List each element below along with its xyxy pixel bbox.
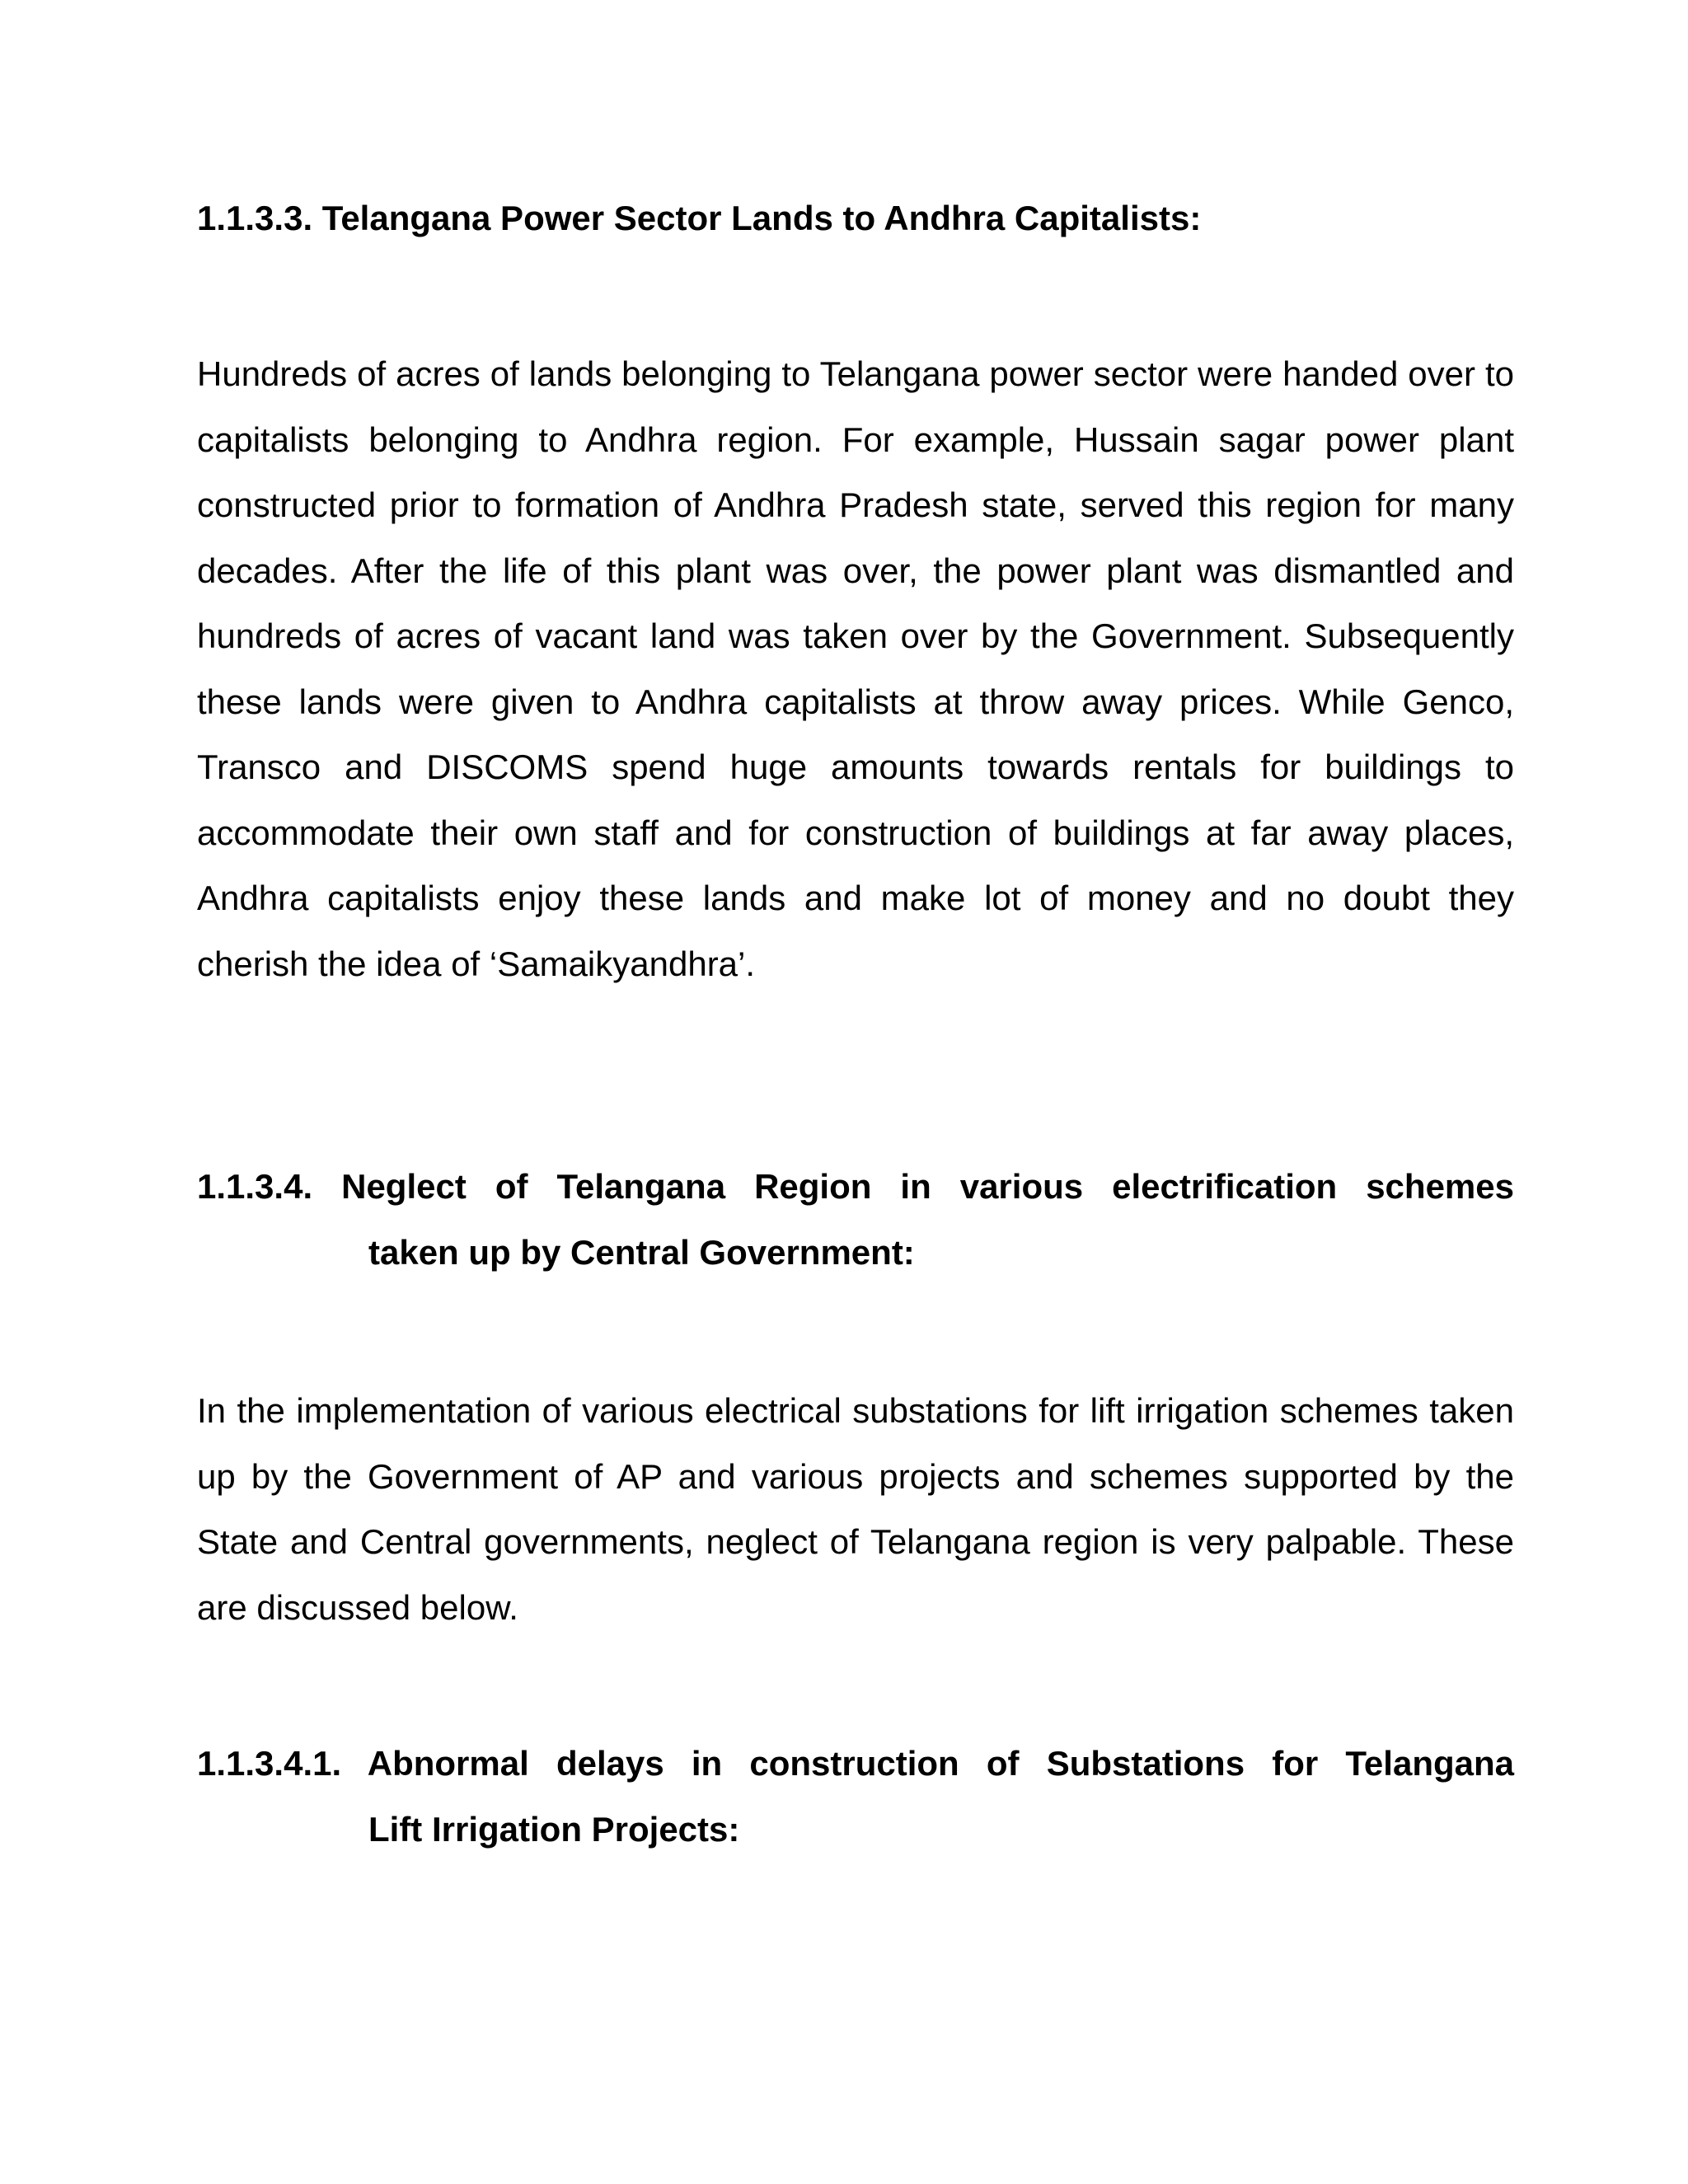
- heading-line-1: 1.1.3.4.1. Abnormal delays in construction of Substations for Telangana: [197, 1744, 1514, 1783]
- heading-line-2: Lift Irrigation Projects:: [368, 1810, 740, 1849]
- heading-line-2: taken up by Central Government:: [368, 1233, 915, 1272]
- paragraph-neglect-electrification: In the implementation of various electrical substations for lift irrigation schemes taken up by the Government of AP and various projects and schemes supported by the State and Central governments, neglect of Telangana region is very palpable. These are discussed below.: [197, 1391, 1514, 1627]
- section-heading-neglect-electrification: [197, 1154, 1514, 1286]
- heading-line-1: 1.1.3.4. Neglect of Telangana Region in various electrification schemes: [197, 1167, 1514, 1206]
- section-heading-substation-delays: [197, 1731, 1514, 1863]
- paragraph-power-sector-lands: Hundreds of acres of lands belonging to Telangana power sector were handed over to capitalists belonging to Andhra region. For example, Hussain sagar power plant constructed prior to formation of Andhra Pradesh state, served this region for many decades. After the life of this plant was over, the power plant was dismantled and hundreds of acres of vacant land was taken over by the Government. Subsequently these lands were given to Andhra capitalists at throw away prices. While Genco, Transco and DISCOMS spend huge amounts towards rentals for buildings to accommodate their own staff and for construction of buildings at far away places, Andhra capitalists enjoy these lands and make lot of money and no doubt they cherish the idea of ‘Samaikyandhra’.: [197, 354, 1514, 983]
- section-heading-power-sector-lands: 1.1.3.3. Telangana Power Sector Lands to Andhra Capitalists:: [197, 199, 1202, 237]
